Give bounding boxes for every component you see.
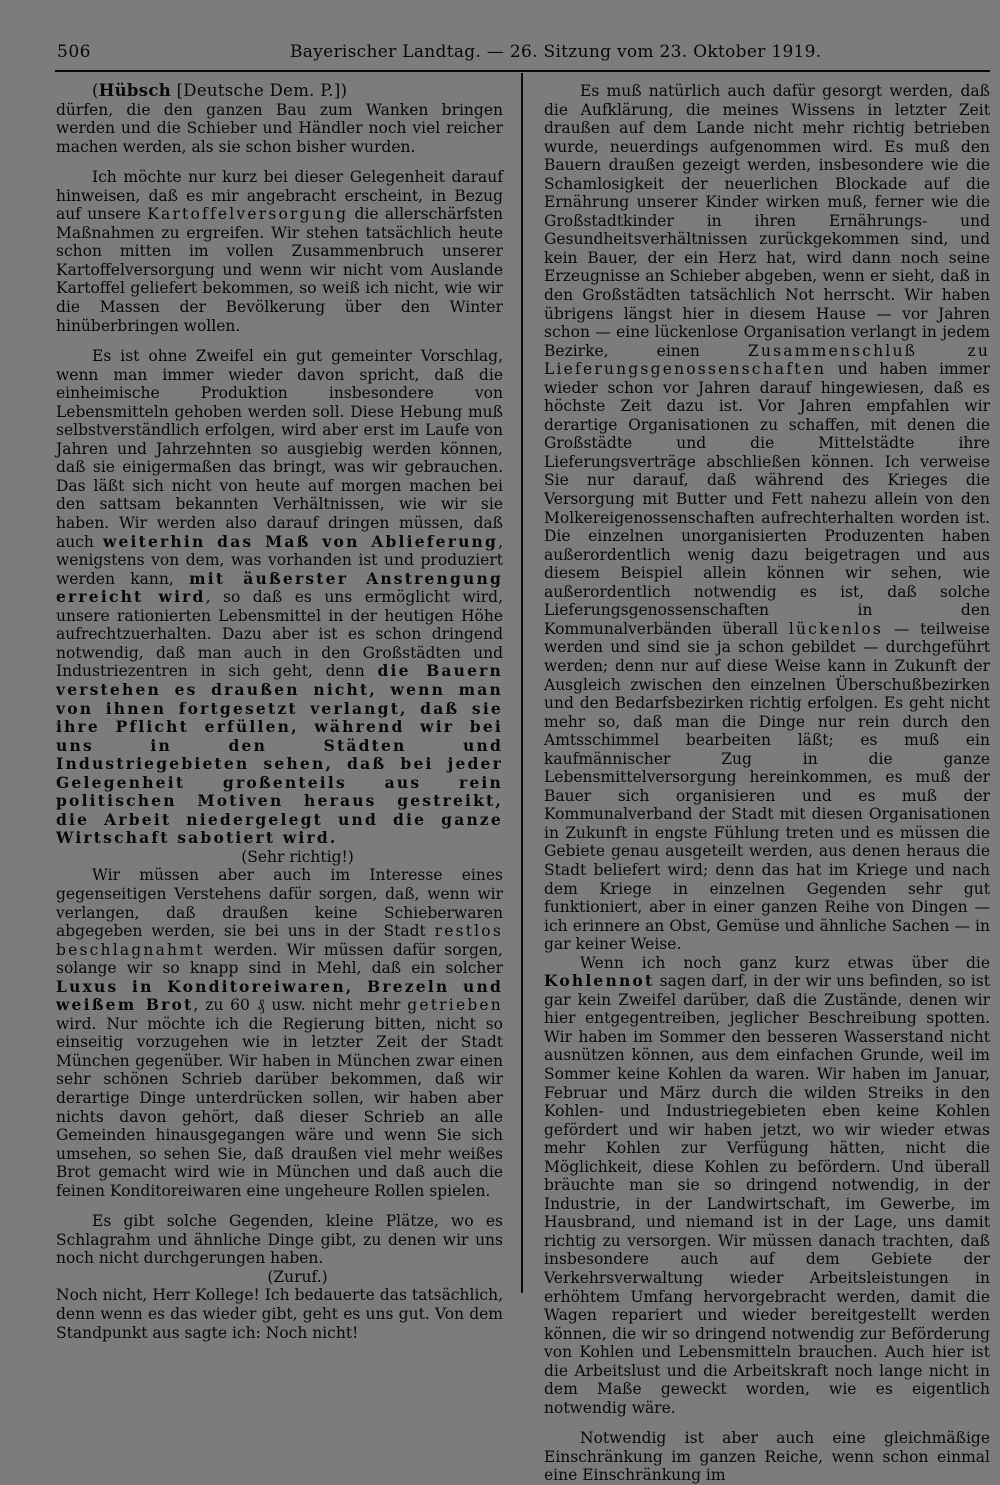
emphasis: mit äußerster Anstrengung erreicht wird (56, 568, 503, 607)
interjection: (Zuruf.) (267, 1267, 328, 1286)
left-column (56, 82, 503, 1342)
right-column (544, 82, 990, 1485)
emphasis: lückenlos (788, 619, 884, 638)
emphasis: Luxus in Konditoreiwaren, Brezeln und weißem Brot (56, 976, 503, 1015)
page-number: 506 (57, 42, 91, 62)
emphasis: Zusammenschluß zu Lieferungsgenossenschaften (544, 341, 991, 379)
interjection: (Sehr richtig!) (241, 847, 354, 866)
speaker-line: (Hübsch [Deutsche Dem. P.]) (92, 81, 348, 100)
paragraph: Notwendig ist aber auch eine gleichmäßige Einschränkung im ganzen Reiche, wenn schon einmal eine Einschränkung im (544, 1429, 990, 1485)
header-rule (55, 70, 990, 72)
emphasis: getrieben (407, 996, 503, 1015)
paragraph: Wir müssen aber auch im Interesse eines gegenseitigen Verstehens dafür sorgen, daß, wenn wir verlangen, daß draußen keine Schieberwaren abgegeben werden, sie bei uns in der Stadt restlos beschlagnahmt werden. Wir müssen dafür sorgen, solange wir so knapp sind in Mehl, daß ein solcher Luxus in Konditoreiwaren, Brezeln und weißem Brot, zu 60 ₰ usw. nicht mehr getrieben wird. Nur möchte ich die Regierung bitten, nicht so einseitig vorzugehen wie in letzter Zeit der Stadt München gegenüber. Wir haben in München zwar einen sehr schönen Schrieb darüber bekommen, daß wir derartige Dinge unterdrücken sollen, wir haben aber nichts davon gehört, daß dieser Schrieb an alle Gemeinden hinausgegangen wäre und wenn Sie sich umsehen, so sehen Sie, daß draußen viel mehr weißes Brot gemacht wird wie in München und daß auch die feinen Konditoreiwaren eine ungeheure Rollen spielen. (56, 866, 503, 1200)
paragraph: Es gibt solche Gegenden, kleine Plätze, wo es Schlagrahm und ähnliche Dinge gibt, zu denen wir uns noch nicht durchgerungen haben. (56, 1212, 503, 1268)
speaker-name: Hübsch (98, 81, 172, 100)
column-divider (521, 73, 523, 1293)
paragraph: Es muß natürlich auch dafür gesorgt werden, daß die Aufklärung, die meines Wissens in letzter Zeit draußen auf dem Lande nicht mehr richtig betrieben wurde, neuerdings aufgenommen wird. Es muß den Bauern draußen gezeigt werden, insbesondere wie die Schamlosigkeit der neuerlichen Blockade auf die Ernährung unserer Kinder wirken muß, ferner wie die Großstadtkinder in ihren Ernährungs- und Gesundheitsverhältnissen zurückgekommen sind, und kein Bauer, der ein Herz hat, wird dann noch seine Erzeugnisse an Schieber abgeben, wenn er sieht, daß in den Großstädten tatsächlich Not herrscht. Wir haben übrigens längst hier in diesem Hause — vor Jahren schon — eine lückenlose Organisation verlangt in jedem Bezirke, einen Zusammenschluß zu Lieferungsgenossenschaften und haben immer wieder schon vor Jahren darauf hingewiesen, daß es höchste Zeit dazu ist. Vor Jahren empfahlen wir derartige Organisationen zu schaffen, mit denen die Großstädte und die Mittelstädte ihre Lieferungsverträge abschließen können. Ich verweise Sie nur darauf, daß während des Krieges die Versorgung mit Butter und Fett nahezu allein von den Molkereigenossenschaften aufrechterhalten worden ist. Die einzelnen unorganisierten Produzenten haben außerordentlich wenig dazu beigetragen und aus diesem Beispiel allein können wir sehen, wie außerordentlich notwendig es ist, daß solche Lieferungsgenossenschaften in den Kommunalverbänden überall lückenlos — teilweise werden und sind sie ja schon gebildet — durchgeführt werden; denn nur auf diese Weise kann in Zukunft der Ausgleich zwischen den einzelnen Überschußbezirken und den Bedarfsbezirken richtig erfolgen. Es geht nicht mehr so, daß man die Dinge nur rein durch den Amtsschimmel bearbeiten läßt; es muß ein kaufmännischer Zug in die ganze Lebensmittelversorgung hereinkommen, es muß der Bauer sich organisieren und es muß der Kommunalverband der Stadt mit diesen Organisationen in Zukunft in engste Fühlung treten und es müssen die Gebiete genau ausgeteilt werden, aus denen heraus die Stadt beliefert wird; denn das hat im Kriege und nach dem Kriege in einzelnen Gegenden sehr gut funktioniert, aber in einer ganzen Reihe von Dingen — ich erinnere an Obst, Gemüse und ähnliche Sachen — in gar keiner Weise. (544, 82, 991, 954)
paragraph: dürfen, die den ganzen Bau zum Wanken bringen werden und die Schieber und Händler noch viel reicher machen werden, als sie schon bisher wurden. (56, 100, 503, 156)
emphasis: die Bauern verstehen es draußen nicht, wenn man von ihnen fortgesetzt verlangt, daß sie ihre Pflicht erfüllen, während wir bei uns in den Städten und Industriegebieten sehen, daß bei jeder Gelegenheit großenteils aus rein politischen Motiven heraus gestreikt, die Arbeit niedergelegt und die ganze Wirtschaft sabotiert wird. (56, 661, 503, 848)
emphasis: Kohlennot (544, 971, 655, 991)
paragraph: Es ist ohne Zweifel ein gut gemeinter Vorschlag, wenn man immer wieder davon spricht, daß die einheimische Produktion insbesondere von Lebensmitteln gehoben werden soll. Diese Hebung muß selbstverständlich erfolgen, wird aber erst im Laufe von Jahren und Jahrzehnten so ausgiebig werden können, daß sie einigermaßen das bringt, was wir gebrauchen. Das läßt sich nicht von heute auf morgen machen bei den sattsam bekannten Verhältnissen, wie wir sie haben. Wir werden also darauf dringen müssen, daß auch weiterhin das Maß von Ablieferung, wenigstens von dem, was vorhanden ist und produziert werden kann, mit äußerster Anstrengung erreicht wird, so daß es uns ermöglicht wird, unsere rationierten Lebensmittel in der heutigen Höhe aufrechtzuerhalten. Dazu aber ist es schon dringend notwendig, daß man auch in den Großstädten und Industriezentren in sich geht, denn die Bauern verstehen es draußen nicht, wenn man von ihnen fortgesetzt verlangt, daß sie ihre Pflicht erfüllen, während wir bei uns in den Städten und Industriegebieten sehen, daß bei jeder Gelegenheit großenteils aus rein politischen Motiven heraus gestreikt, die Arbeit niedergelegt und die ganze Wirtschaft sabotiert wird. (56, 347, 503, 848)
emphasis: weiterhin das Maß von Ablieferung (102, 531, 499, 551)
page-header (40, 42, 990, 68)
speaker-party: [Deutsche Dem. P.] (176, 81, 341, 100)
emphasis: Kartoffelversorgung (147, 205, 349, 224)
paragraph: Noch nicht, Herr Kollege! Ich bedauerte das tatsächlich, denn wenn es das wieder gibt, geht es uns gut. Von dem Standpunkt aus sagte ich: Noch nicht! (56, 1286, 503, 1342)
emphasis: restlos beschlagnahmt (56, 922, 503, 959)
paragraph: Ich möchte nur kurz bei dieser Gelegenheit darauf hinweisen, daß es mir angebracht erscheint, in Bezug auf unsere Kartoffelversorgung die allerschärfsten Maßnahmen zu ergreifen. Wir stehen tatsächlich heute schon mitten im vollen Zusammenbruch unserer Kartoffelversorgung und wenn wir nicht vom Auslande Kartoffel geliefert bekommen, so weiß ich nicht, wie wir die Massen der Bevölkerung über den Winter hinüberbringen wollen. (56, 168, 503, 335)
paragraph: Wenn ich noch ganz kurz etwas über die Kohlennot sagen darf, in der wir uns befinden, so ist gar kein Zweifel darüber, daß die Zustände, denen wir hier entgegentreiben, jeglicher Beschreibung spotten. Wir haben im Sommer den besseren Wasserstand nicht ausnützen können, aus dem einfachen Grunde, weil im Sommer keine Kohlen da waren. Wir haben im Januar, Februar und März durch die wilden Streiks in den Kohlen- und Industriegebieten eben keine Kohlen gefördert und wir haben jetzt, wo wir wieder etwas mehr Kohlen zur Verfügung hätten, nicht die Möglichkeit, diese Kohlen zu befördern. Und überall bräuchte man sie so dringend notwendig, in der Industrie, in der Landwirtschaft, im Gewerbe, im Hausbrand, und niemand ist in der Lage, uns damit richtig zu versorgen. Wir müssen danach trachten, daß insbesondere auch auf dem Gebiete der Verkehrsverwaltung wieder Arbeitsleistungen in erhöhtem Umfang hervorgebracht werden, damit die Wagen repariert und wieder bereitgestellt werden können, die wir so dringend notwendig zur Beförderung von Kohlen und Lebensmitteln brauchen. Auch hier ist die Arbeitslust und die Arbeitskraft noch lange nicht in dem Maße geweckt worden, wie es eigentlich notwendig wäre. (544, 953, 990, 1417)
running-head: Bayerischer Landtag. — 26. Sitzung vom 23. Oktober 1919. (290, 42, 822, 62)
